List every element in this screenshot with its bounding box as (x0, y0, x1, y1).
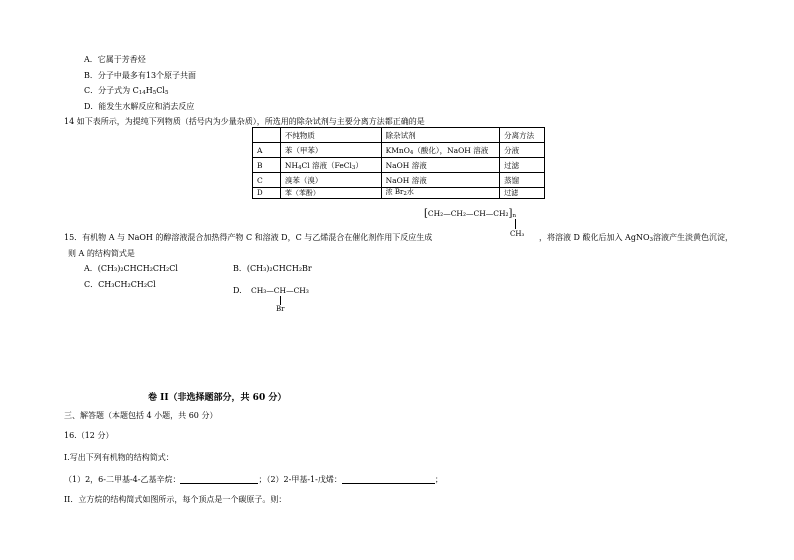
row-label: C (253, 173, 281, 188)
method-cell: 过滤 (500, 158, 545, 173)
q15-option-d-bond (280, 296, 281, 305)
q16-item1-label: （1）2，6-二甲基-4-乙基辛烷： (64, 475, 181, 484)
answer-blank-2[interactable] (342, 474, 435, 484)
method-cell: 蒸馏 (500, 173, 545, 188)
polymer-structure: $[CH_2—CH_2—CH—CH_2]_n$ (424, 208, 516, 219)
q14-stem: 14 如下表所示，为提纯下列物质（括号内为少量杂质），所选用的除杂试剂与主要分离方法都正确的是 (64, 117, 425, 126)
method-cell: 过滤 (500, 188, 545, 199)
answer-blank-1[interactable] (180, 474, 258, 484)
polymer-n: n (512, 213, 516, 219)
table-header-row (253, 128, 545, 143)
reagent-cell: NaOH 溶液 (381, 158, 500, 173)
q15-option-a: A．(CH₃)₂CHCH₂CH₂Cl (84, 264, 178, 273)
reagent-cell: NaOH 溶液 (381, 173, 500, 188)
q16-item-line (64, 474, 443, 484)
q15-stem: 15．有机物 A 与 NaOH 的醇溶液混合加热得产物 C 和溶液 D，C 与乙烯混合在催化剂作用下反应生成 (64, 233, 433, 242)
table-row (253, 173, 545, 188)
reagent-cell: 浓 $Br_2$水 (381, 188, 500, 199)
q16-heading: 16.（12 分） (64, 431, 114, 440)
q16-sub-ii: II．立方烷的结构简式如图所示，每个顶点是一个碳原子。则： (64, 495, 287, 504)
part2-section-heading: 三、解答题（本题包括 4 小题，共 60 分） (64, 411, 218, 420)
method-cell: 分液 (500, 143, 545, 158)
substance-cell: 苯（苯酚） (280, 188, 381, 199)
row-label: A (253, 143, 281, 158)
substance-cell: 苯（甲苯） (280, 143, 381, 158)
q15-stem-tail: ，将溶液 D 酸化后加入 AgNO$_3$溶液产生淡黄色沉淀， (539, 233, 733, 243)
substance-cell: 溴苯（溴） (280, 173, 381, 188)
table-row (253, 188, 545, 199)
q13-option-b: B．分子中最多有13个原子共面 (84, 71, 197, 80)
header-cell: 不纯物质 (280, 128, 381, 143)
q16-sub-i: I.写出下列有机物的结构简式： (64, 453, 174, 462)
separator: ； (258, 475, 267, 484)
table-row (253, 143, 545, 158)
polymer-chain: CH₂—CH₂—CH—CH₂ (427, 209, 509, 218)
q15-option-d-branch: Br (276, 305, 285, 313)
q16-item2-label: （2）2-甲基-1-戊烯： (266, 475, 342, 484)
q13-option-c: C．分子式为 $C_{14}H_5Cl_5$ (84, 86, 169, 96)
table-row (253, 158, 545, 173)
q13-option-d: D．能发生水解反应和消去反应 (84, 102, 195, 111)
q13-option-a: A．它属于芳香烃 (84, 55, 146, 64)
row-label: D (253, 188, 281, 199)
part2-title: 卷 II（非选择题部分，共 60 分） (148, 393, 287, 403)
q15-option-c: C．CH₃CH₂CH₂Cl (84, 280, 156, 289)
end-mark: ； (434, 475, 443, 484)
q14-table (252, 127, 545, 199)
q15-option-d-label: D. (233, 286, 242, 295)
reagent-cell: KMnO$_4$（酸化），NaOH 溶液 (381, 143, 500, 158)
row-label: B (253, 158, 281, 173)
polymer-bond (515, 219, 516, 229)
header-cell: 除杂试剂 (381, 128, 500, 143)
substance-cell: $NH_4Cl$ 溶液（FeCl$_3$） (280, 158, 381, 173)
header-cell: 分离方法 (500, 128, 545, 143)
q15-option-d-chain: CH₃—CH—CH₃ (251, 286, 309, 295)
polymer-branch: CH₃ (510, 230, 525, 238)
header-cell (253, 128, 281, 143)
q15-stem-line2: 则 A 的结构简式是 (68, 249, 135, 258)
q15-option-b: B．(CH₃)₂CHCH₂Br (233, 264, 312, 273)
